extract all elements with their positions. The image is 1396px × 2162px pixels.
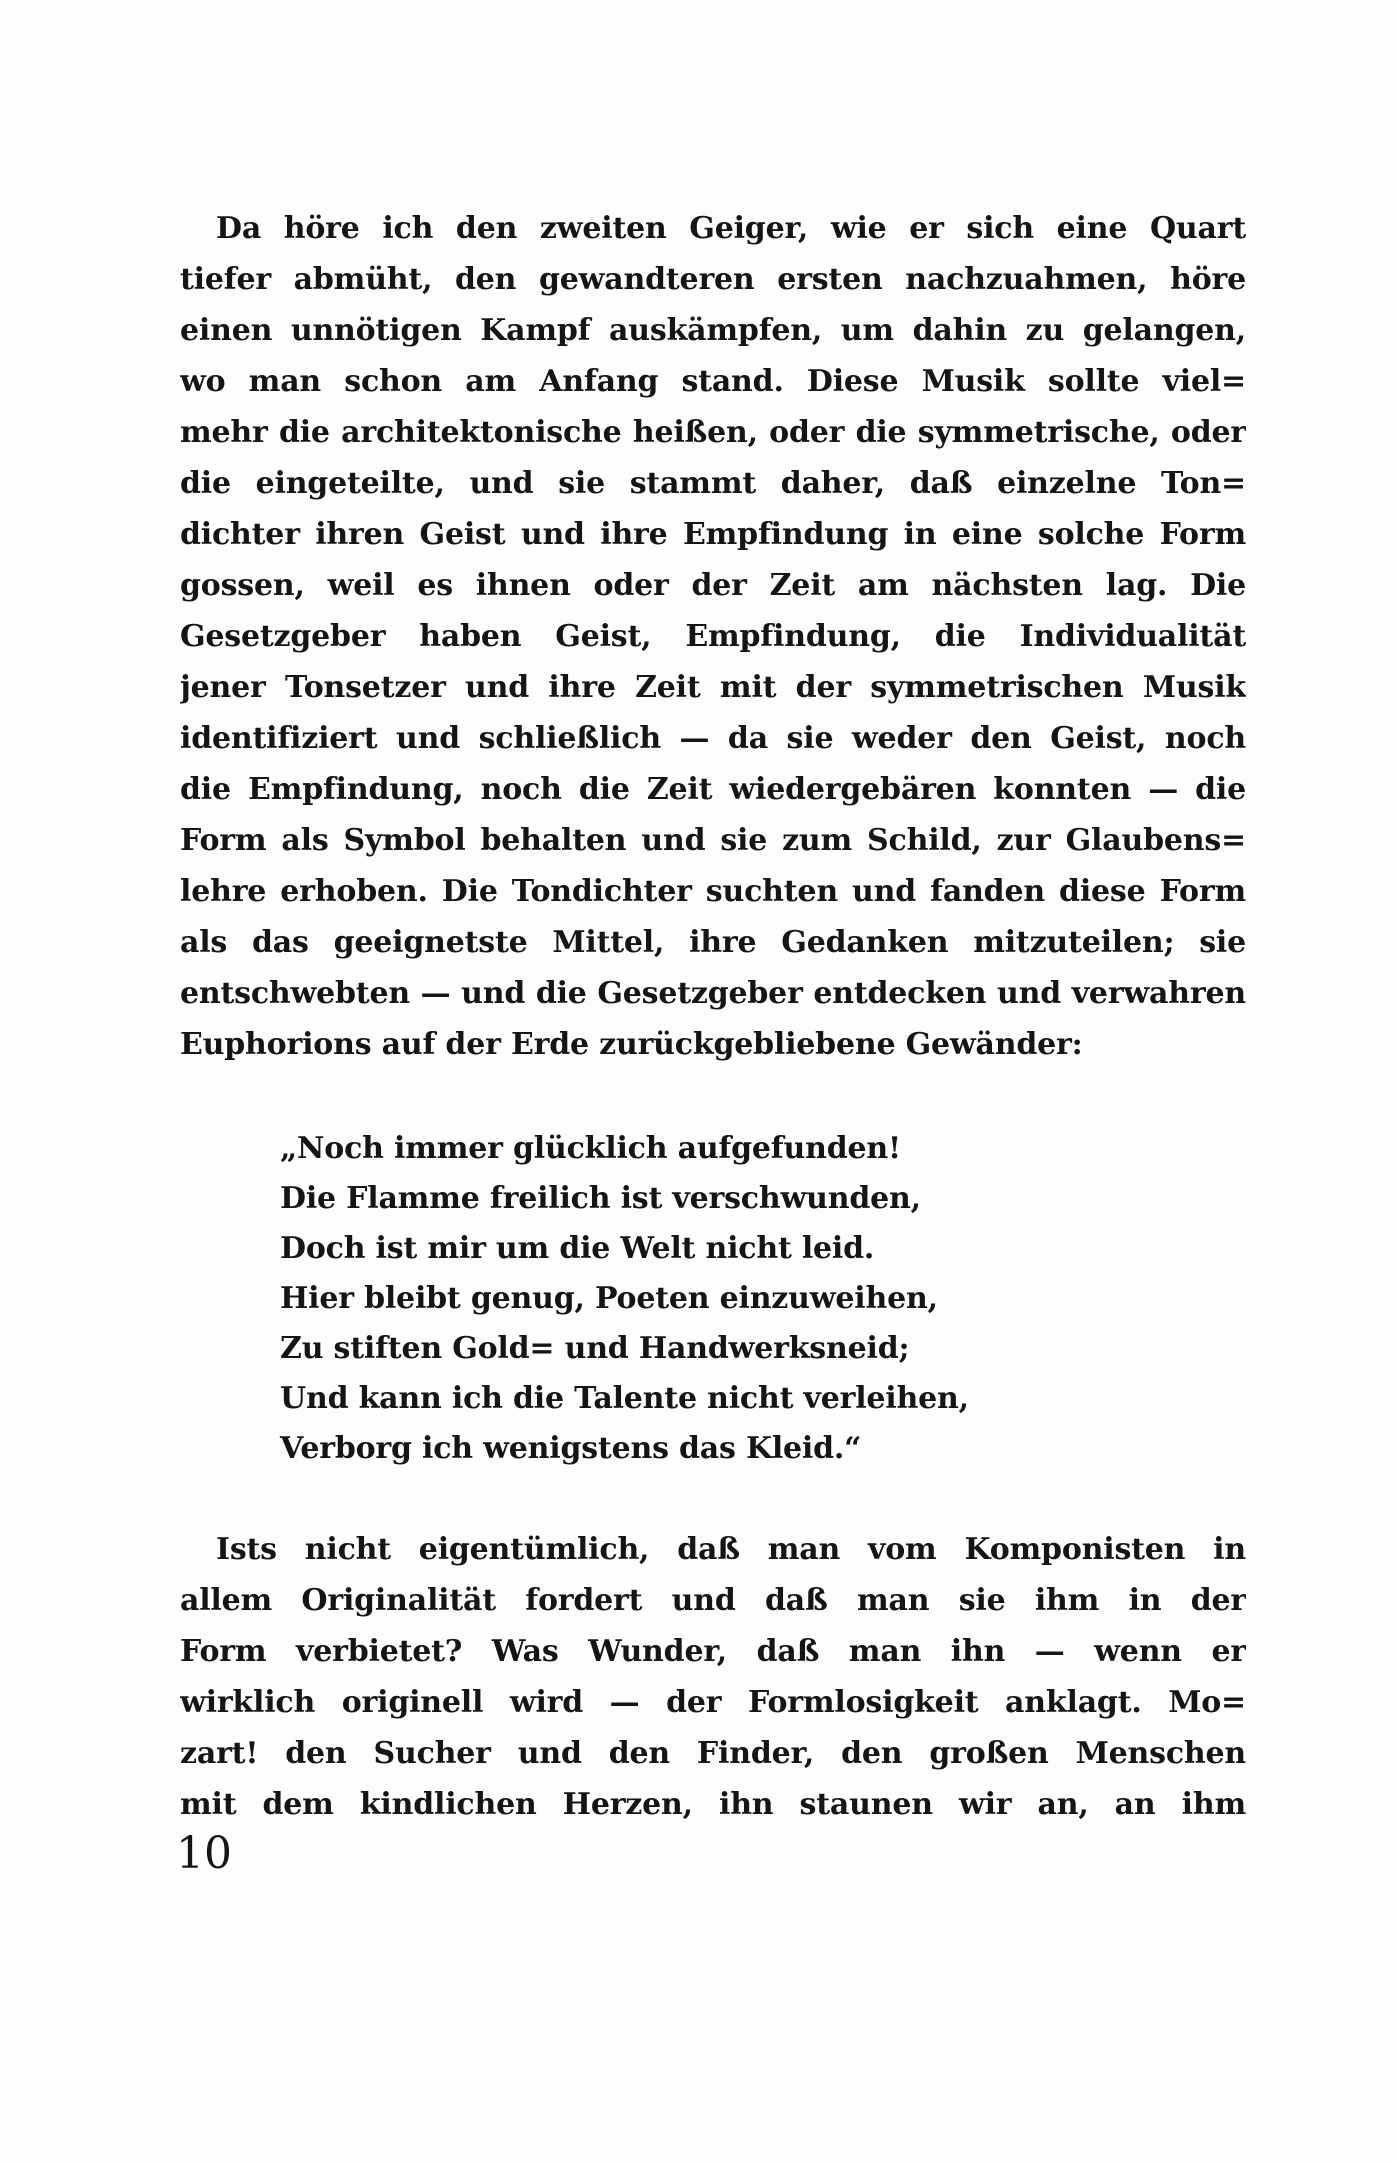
paragraph-2 <box>180 1524 1246 1830</box>
text-line: allem Originalität fordert und daß man sie ihm in der <box>180 1583 1246 1618</box>
text-line: Gesetzgeber haben Geist, Empfindung, die Individualität <box>180 619 1246 654</box>
poem-quotation <box>280 1124 1246 1474</box>
text-line: lehre erhoben. Die Tondichter suchten und fanden diese Form <box>180 874 1246 909</box>
text-line: zart! den Sucher und den Finder, den großen Menschen <box>180 1736 1246 1771</box>
text-line: identifiziert und schließlich — da sie weder den Geist, noch <box>180 721 1246 756</box>
text-line: Form als Symbol behalten und sie zum Schild, zur Glaubens= <box>180 823 1246 858</box>
text-line: entschwebten — und die Gesetzgeber entdecken und verwahren <box>180 976 1246 1011</box>
text-line: die eingeteilte, und sie stammt daher, daß einzelne Ton= <box>180 466 1246 501</box>
text-line: mit dem kindlichen Herzen, ihn staunen wir an, an ihm <box>180 1787 1246 1822</box>
poem-line: Verborg ich wenigstens das Kleid.“ <box>280 1431 862 1466</box>
text-line: als das geeignetste Mittel, ihre Gedanken mitzuteilen; sie <box>180 925 1246 960</box>
text-line: gossen, weil es ihnen oder der Zeit am nächsten lag. Die <box>180 568 1246 603</box>
poem-line: Zu stiften Gold= und Handwerksneid; <box>280 1331 910 1366</box>
poem-line: Hier bleibt genug, Poeten einzuweihen, <box>280 1281 938 1316</box>
text-line: Euphorions auf der Erde zurückgebliebene Gewänder: <box>180 1027 1083 1062</box>
poem-line: „Noch immer glücklich aufgefunden! <box>280 1131 901 1166</box>
text-line: wirklich originell wird — der Formlosigkeit anklagt. Mo= <box>180 1685 1246 1720</box>
text-line: mehr die architektonische heißen, oder die symmetrische, oder <box>180 415 1246 450</box>
poem-line: Die Flamme freilich ist verschwunden, <box>280 1181 921 1216</box>
page-number: 10 <box>176 1828 232 1879</box>
text-line: Form verbietet? Was Wunder, daß man ihn — wenn er <box>180 1634 1246 1669</box>
text-line: tiefer abmüht, den gewandteren ersten nachzuahmen, höre <box>180 262 1246 297</box>
text-block <box>180 203 1246 1830</box>
paragraph-1 <box>180 203 1246 1070</box>
text-line: die Empfindung, noch die Zeit wiedergebären konnten — die <box>180 772 1246 807</box>
text-line: Ists nicht eigentümlich, daß man vom Komponisten in <box>216 1532 1246 1567</box>
text-line: einen unnötigen Kampf auskämpfen, um dahin zu gelangen, <box>180 313 1246 348</box>
text-line: jener Tonsetzer und ihre Zeit mit der symmetrischen Musik <box>180 670 1246 705</box>
text-line: dichter ihren Geist und ihre Empfindung in eine solche Form <box>180 517 1246 552</box>
poem-line: Doch ist mir um die Welt nicht leid. <box>280 1231 875 1266</box>
poem-line: Und kann ich die Talente nicht verleihen, <box>280 1381 969 1416</box>
text-line: Da höre ich den zweiten Geiger, wie er sich eine Quart <box>216 211 1246 246</box>
text-line: wo man schon am Anfang stand. Diese Musik sollte viel= <box>180 364 1246 399</box>
